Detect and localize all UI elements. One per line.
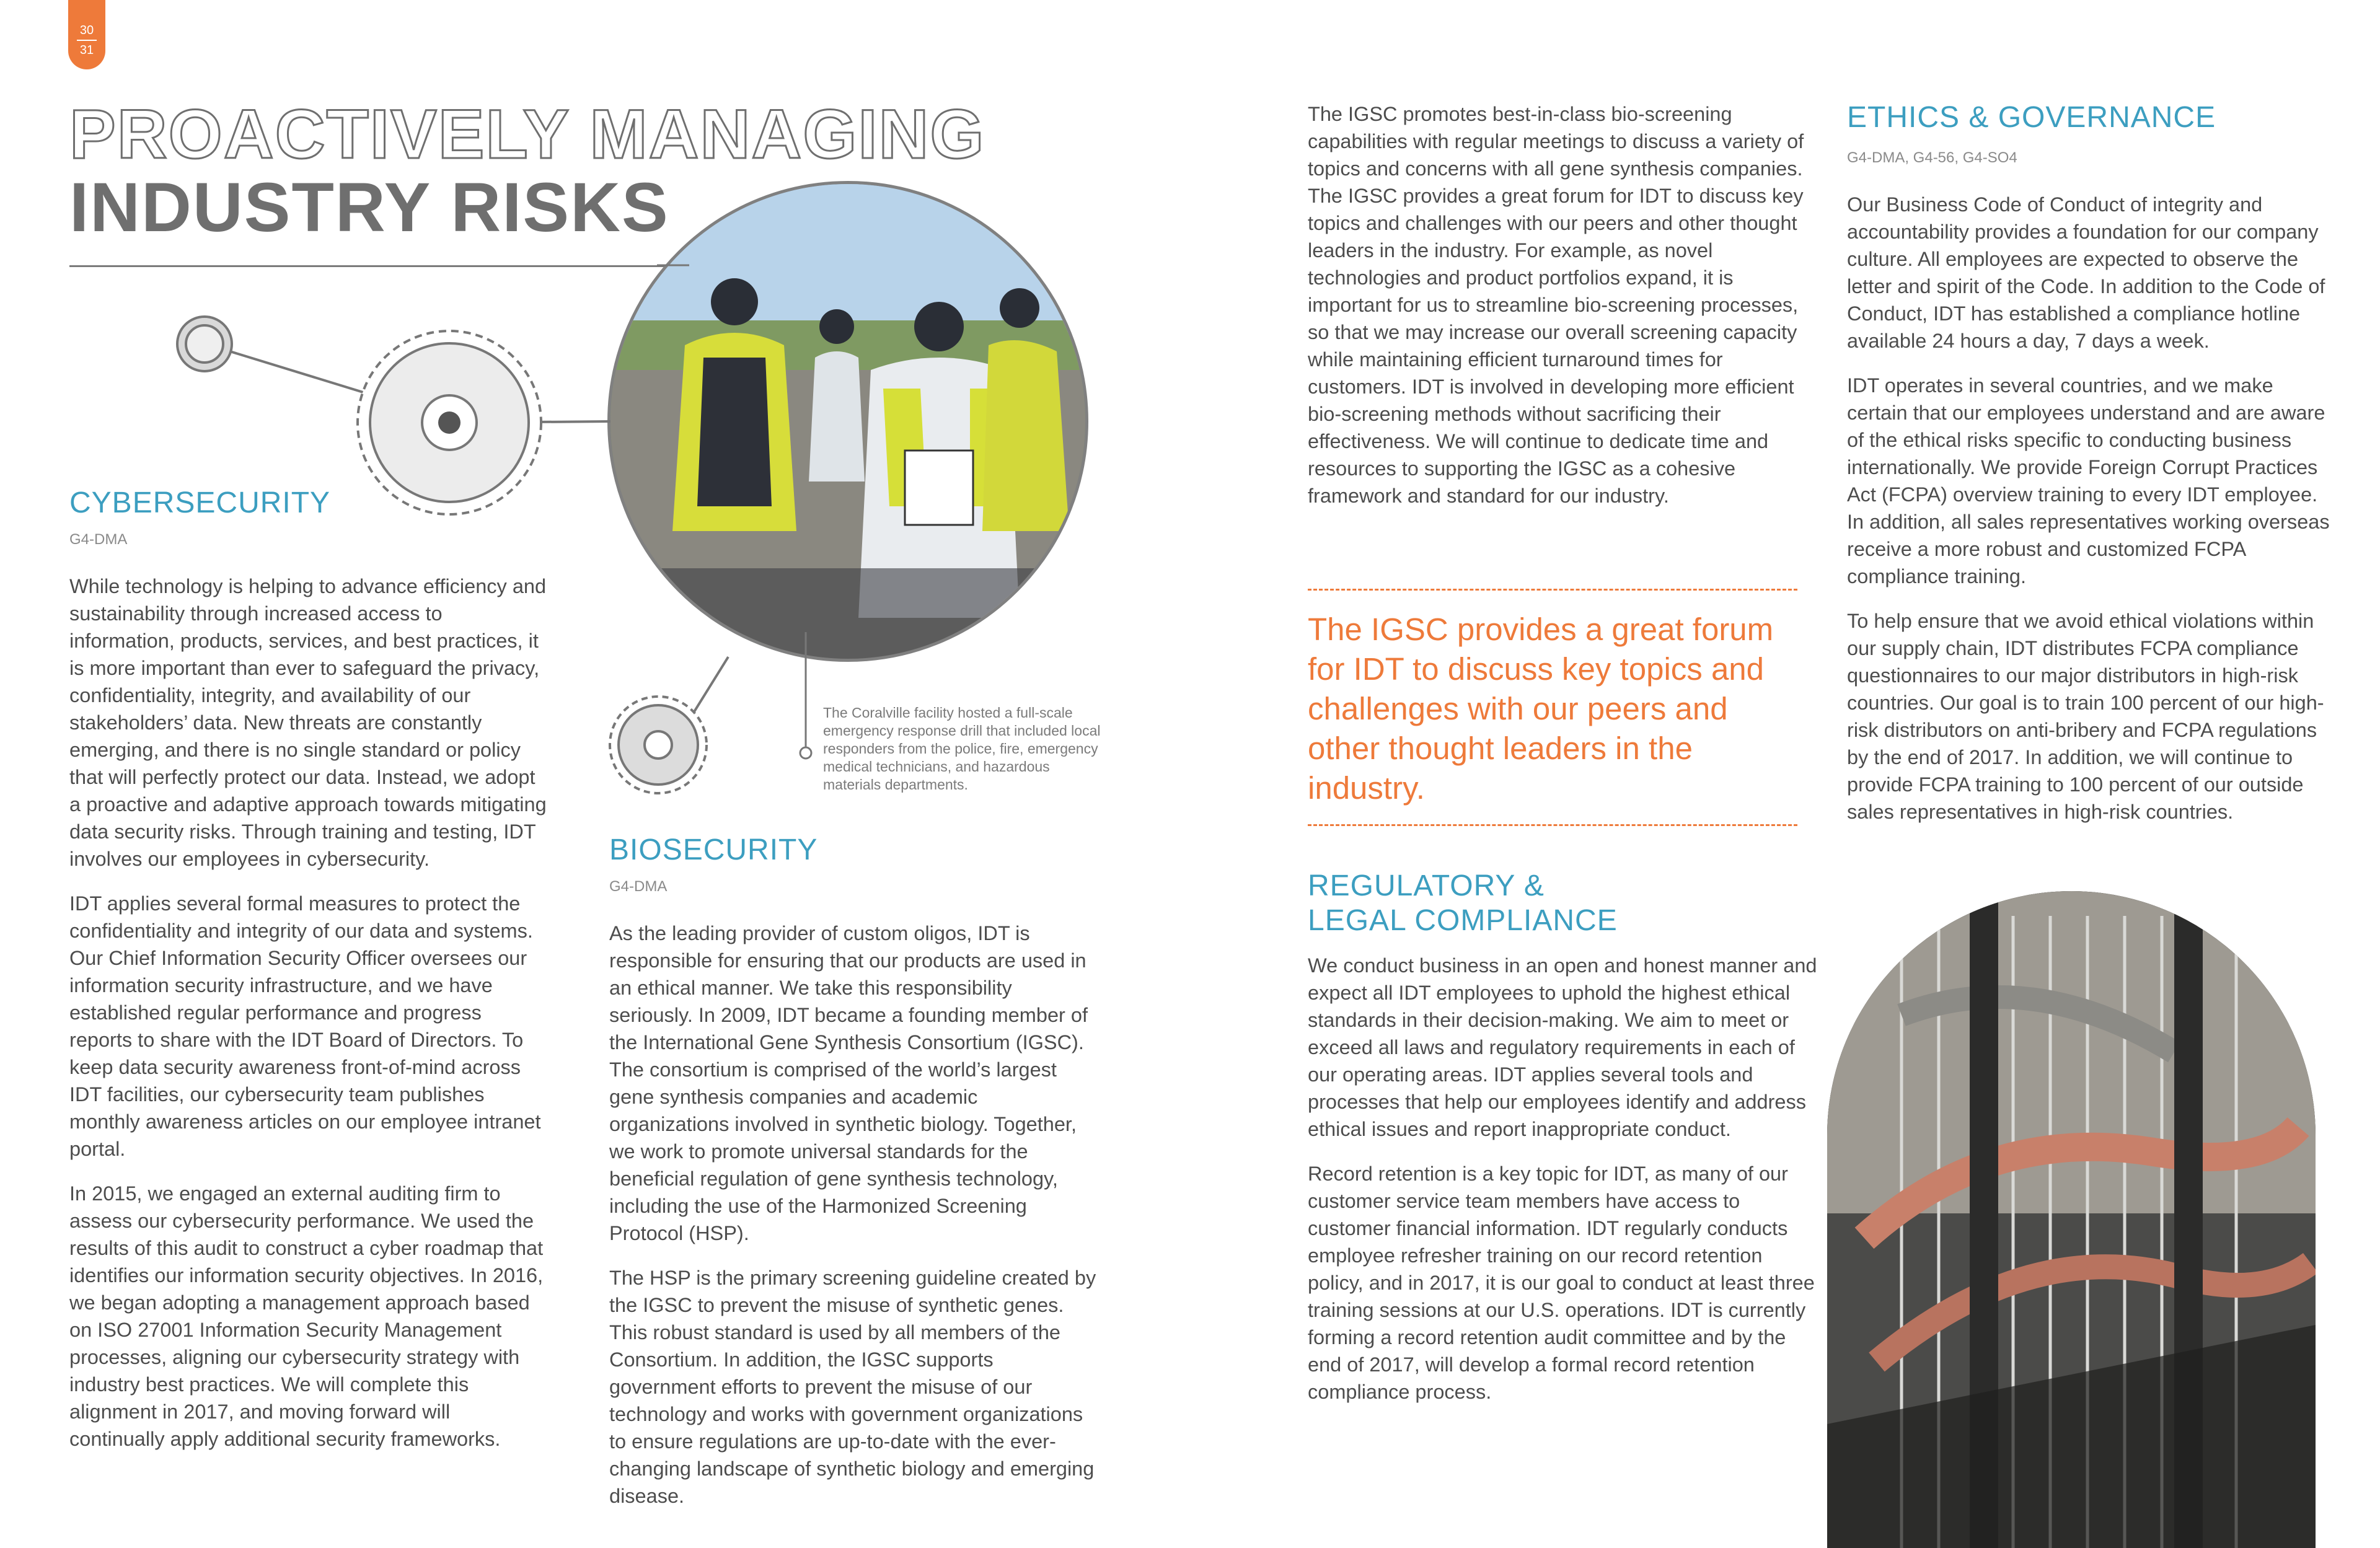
small-gear-icon (177, 317, 232, 371)
cybersecurity-section (69, 486, 547, 1470)
ethics-heading: ETHICS & GOVERNANCE (1847, 101, 2216, 134)
biosecurity-paragraph-1: As the leading provider of custom oligos, IDT is responsible for ensuring that our products are used in an ethical manner. We take this responsibility seriously. In 2009, IDT became a founding member of the International Gene Synthesis Consortium (IGSC). The consortium is comprised of the world’s largest gene synthesis companies and academic organizations involved in synthetic biology. Together, we work to promote universal standards for the beneficial regulation of gene synthesis technology, including the use of the Harmonized Screening Protocol (HSP). (609, 922, 1088, 1244)
ethics-body (1847, 191, 2337, 825)
dna-sculpture-illustration (1827, 891, 2316, 1548)
cybersecurity-code: G4-DMA (69, 531, 128, 548)
biosecurity-section (609, 833, 1099, 1527)
caption-pin-icon (800, 747, 811, 759)
quote-bottom-divider (1308, 824, 1797, 826)
biosecurity-paragraph-2: The HSP is the primary screening guideline created by the IGSC to prevent the misuse of synthetic genes. This robust standard is used by all members of the Consortium. In addition, the IGSC supports government efforts to prevent the misuse of our technology and works with government organizations to ensure regulations are up-to-date with the ever-changing landscape of synthetic biology and emerging disease. (609, 1267, 1096, 1507)
regulatory-paragraph-1: We conduct business in an open and honest manner and expect all IDT employees to uphold the highest ethical standards in their decision-making. We aim to meet or exceed all laws and regulatory requirements in each of our operating areas. IDT applies several tools and processes that help our employees identify and address ethical issues and report inappropriate conduct. (1308, 954, 1817, 1140)
emergency-drill-photo (607, 181, 1088, 662)
ethics-paragraph-2: IDT operates in several countries, and we make certain that our employees understand and are aware of the ethical risks specific to conducting business internationally. We provide Foreign Corrupt Practices Act (FCPA) overview training to every IDT employee. In addition, all sales representatives working overseas receive a more robust and customized FCPA compliance training. (1847, 374, 2330, 587)
page-number-left: 30 (79, 24, 94, 37)
regulatory-heading-line1: REGULATORY & (1308, 869, 1545, 902)
pull-quote: The IGSC provides a great forum for IDT to discuss key topics and challenges with our peers and other thought leaders in the industry. (1308, 612, 1774, 806)
ethics-paragraph-3: To help ensure that we avoid ethical violations within our supply chain, IDT distributes FCPA compliance questionnaires to our major distributors in high-risk countries. Our goal is to train 100 percent of our high-risk distributors on anti-bribery and FCPA regulations by the end of 2017. In addition, we will continue to provide FCPA training to 100 percent of our outside sales representatives in high-risk countries. (1847, 610, 2324, 823)
quote-top-divider (1308, 589, 1797, 591)
emergency-drill-illustration (610, 184, 1088, 662)
regulatory-paragraph-2: Record retention is a key topic for IDT, as many of our customer service team members have access to customer financial information. IDT regularly conducts employee refresher training on our record retention policy, and in 2017, it is our goal to conduct at least three training sessions at our U.S. operations. IDT is currently forming a record retention audit committee and by the end of 2017, will develop a formal record retention compliance process. (1308, 1163, 1815, 1403)
title-divider (69, 265, 689, 267)
ethics-code: G4-DMA, G4-56, G4-SO4 (1847, 149, 2017, 166)
dna-sculpture-photo (1827, 891, 2316, 1548)
biosecurity-code: G4-DMA (609, 878, 668, 895)
biosecurity-body (609, 920, 1099, 1510)
cybersecurity-paragraph-3: In 2015, we engaged an external auditing firm to assess our cybersecurity performance. We used the results of this audit to construct a cyber roadmap that identifies our information security objectives. In 2016, we began adopting a management approach based on ISO 27001 Information Security Management processes, aligning our cybersecurity strategy with industry best practices. We will complete this alignment in 2017, and moving forward will continually apply additional security frameworks. (69, 1182, 544, 1450)
photo-caption: The Coralville facility hosted a full-scale emergency response drill that included local responders from the police, fire, emergency medical technicians, and hazardous materials departments. (823, 705, 1101, 793)
biosecurity-heading: BIOSECURITY (609, 833, 818, 866)
page-number-tab (68, 0, 105, 69)
page-title-line2: INDUSTRY RISKS (69, 169, 669, 246)
bottom-gear-icon (610, 697, 707, 793)
ethics-section (1847, 100, 2337, 843)
cybersecurity-paragraph-1: While technology is helping to advance efficiency and sustainability through increased access to information, products, services, and best practices, it is more important than ever to safeguard the privacy, confidentiality, integrity, and availability of our stakeholders’ data. New threats are constantly emerging, and there is no single standard or policy that will perfectly protect our data. Instead, we adopt a proactive and adaptive approach towards mitigating data security risks. Through training and testing, IDT involves our employees in cybersecurity. (69, 575, 547, 870)
regulatory-heading-line2: LEGAL COMPLIANCE (1308, 904, 1618, 937)
regulatory-body (1308, 952, 1822, 1405)
cybersecurity-heading: CYBERSECURITY (69, 486, 331, 519)
igsc-paragraph: The IGSC promotes best-in-class bio-screening capabilities with regular meetings to discuss a variety of topics and concerns with all gene synthesis companies. The IGSC provides a great forum for IDT to discuss key topics and challenges with our peers and other thought leaders in the industry. For example, as novel technologies and product portfolios expand, it is important for us to streamline bio-screening processes, so that we may increase our overall screening capacity while maintaining efficient turnaround times for customers. IDT is involved in developing more efficient bio-screening methods without sacrificing their effectiveness. We will continue to dedicate time and resources to supporting the IGSC as a cohesive framework and standard for our industry. (1308, 103, 1804, 507)
cybersecurity-paragraph-2: IDT applies several formal measures to protect the confidentiality and integrity of our data and systems. Our Chief Information Security Officer oversees our information security infrastructure, and we have established regular performance and progress reports to share with the IDT Board of Directors. To keep data security awareness front-of-mind across IDT facilities, our cybersecurity team publishes monthly awareness articles on our employee intranet portal. (69, 892, 541, 1160)
regulatory-section (1308, 869, 1822, 1423)
page-number-right: 31 (79, 43, 94, 57)
cybersecurity-body (69, 573, 547, 1453)
page-title-line1: PROACTIVELY MANAGING (69, 95, 985, 173)
ethics-paragraph-1: Our Business Code of Conduct of integrity and accountability provides a foundation for our company culture. All employees are expected to observe the letter and spirit of the Code. In addition to the Code of Conduct, IDT has established a compliance hotline available 24 hours a day, 7 days a week. (1847, 193, 2325, 352)
